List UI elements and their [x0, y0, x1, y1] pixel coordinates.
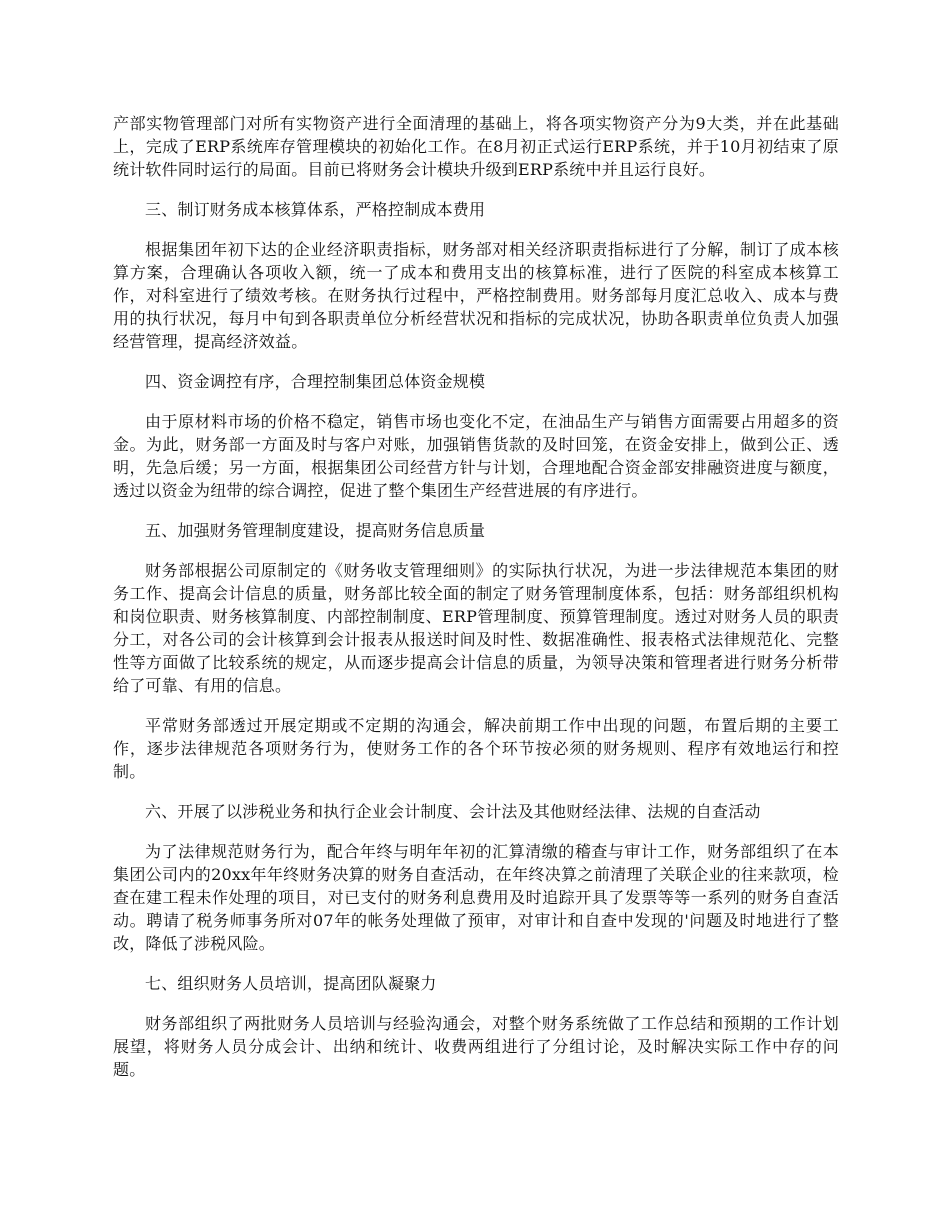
section-heading-4: 四、资金调控有序，合理控制集团总体资金规模 [145, 372, 486, 391]
section-heading-3: 三、制订财务成本核算体系，严格控制成本费用 [145, 200, 486, 219]
paragraph-fund-control: 由于原材料市场的价格不稳定，销售市场也变化不定，在油品生产与销售方面需要占用超多的资金。为此，财务部一方面及时与客户对账，加强销售货款的及时回笼，在资金安排上，做到公正、透明，先急后缓；另一方面，根据集团公司经营方针与计划，合理地配合资金部安排融资进度与额度，透过以资金为纽带的综合调控，促进了整个集团生产经营进展的有序进行。 [113, 412, 839, 500]
paragraph-self-inspection: 为了法律规范财务行为，配合年终与明年年初的汇算清缴的稽查与审计工作，财务部组织了在本集团公司内的20xx年年终财务决算的财务自查活动，在年终决算之前清理了关联企业的往来款项，检查在建工程未作处理的项目，对已支付的财务利息费用及时追踪开具了发票等等一系列的财务自查活动。聘请了税务师事务所对07年的帐务处理做了预审，对审计和自查中发现的'问题及时地进行了整改，降低了涉税风险。 [113, 842, 839, 953]
paragraph-erp-initialization: 产部实物管理部门对所有实物资产进行全面清理的基础上，将各项实物资产分为9大类，并在此基础上，完成了ERP系统库存管理模块的初始化工作。在8月初正式运行ERP系统，并于10月初结束了原统计软件同时运行的局面。目前已将财务会计模块升级到ERP系统中并且运行良好。 [113, 114, 839, 179]
document-body [113, 112, 839, 1098]
paragraph-training: 财务部组织了两批财务人员培训与经验沟通会，对整个财务系统做了工作总结和预期的工作计划展望，将财务人员分成会计、出纳和统计、收费两组进行了分组讨论，及时解决实际工作中存的问题。 [113, 1014, 839, 1079]
section-heading-5: 五、加强财务管理制度建设，提高财务信息质量 [145, 521, 486, 540]
section-heading-6: 六、开展了以涉税业务和执行企业会计制度、会计法及其他财经法律、法规的自查活动 [145, 802, 761, 821]
paragraph-cost-accounting: 根据集团年初下达的企业经济职责指标，财务部对相关经济职责指标进行了分解，制订了成本核算方案，合理确认各项收入额，统一了成本和费用支出的核算标准，进行了医院的科室成本核算工作，对科室进行了绩效考核。在财务执行过程中，严格控制费用。财务部每月度汇总收入、成本与费用的执行状况，每月中旬到各职责单位分析经营状况和指标的完成状况，协助各职责单位负责人加强经营管理，提高经济效益。 [113, 240, 839, 351]
section-heading-7: 七、组织财务人员培训，提高团队凝聚力 [145, 974, 437, 993]
paragraph-financial-system: 财务部根据公司原制定的《财务收支管理细则》的实际执行状况，为进一步法律规范本集团的财务工作、提高会计信息的质量，财务部比较全面的制定了财务管理制度体系，包括：财务部组织机构和岗位职责、财务核算制度、内部控制制度、ERP管理制度、预算管理制度。透过对财务人员的职责分工，对各公司的会计核算到会计报表从报送时间及时性、数据准确性、报表格式法律规范化、完整性等方面做了比较系统的规定，从而逐步提高会计信息的质量，为领导决策和管理者进行财务分析带给了可靠、有用的信息。 [113, 561, 839, 695]
paragraph-communication-meetings: 平常财务部透过开展定期或不定期的沟通会，解决前期工作中出现的问题，布置后期的主要工作，逐步法律规范各项财务行为，使财务工作的各个环节按必须的财务规则、程序有效地运行和控制。 [113, 716, 839, 781]
